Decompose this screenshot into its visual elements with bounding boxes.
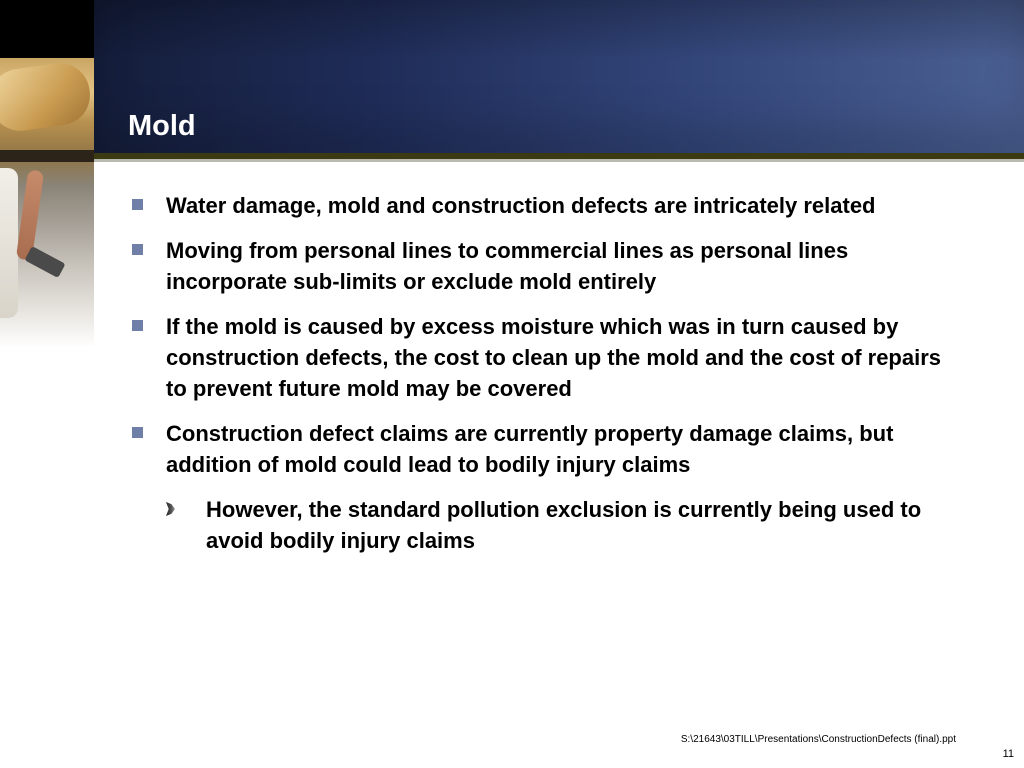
bullet-text: If the mold is caused by excess moisture which was in turn caused by construction defects, the cost to clean up the mold and the cost of repairs to prevent future mold may be covered [166, 314, 942, 401]
square-bullet-icon [132, 244, 143, 255]
slide-title: Mold [128, 110, 196, 142]
photo-shadow [0, 150, 94, 162]
square-bullet-icon [132, 199, 143, 210]
sub-bullet-item [166, 494, 948, 556]
blueprint-roll [0, 59, 94, 134]
bullet-item [128, 418, 948, 480]
bullet-text: Construction defect claims are currently property damage claims, but addition of mold could lead to bodily injury claims [166, 421, 894, 477]
arrowhead-bullet-icon [166, 502, 175, 516]
construction-photo [0, 58, 94, 348]
bullet-item [128, 190, 948, 221]
photo-corner [0, 0, 94, 58]
title-rule-shadow [94, 159, 1024, 162]
worker-shirt [0, 168, 18, 318]
file-path: S:\21643\03TILL\Presentations\ConstructionDefects (final).ppt [680, 734, 956, 745]
title-bar [94, 0, 1024, 153]
bullet-item [128, 235, 948, 297]
hammer-icon [24, 246, 65, 278]
bullet-text: Moving from personal lines to commercial lines as personal lines incorporate sub-limits or exclude mold entirely [166, 238, 849, 294]
bullet-list [128, 190, 948, 556]
sub-bullet-text: However, the standard pollution exclusion is currently being used to avoid bodily injury claims [206, 497, 922, 553]
bullet-text: Water damage, mold and construction defects are intricately related [166, 193, 876, 218]
square-bullet-icon [132, 320, 143, 331]
page-number: 11 [1002, 748, 1014, 760]
header-shade [94, 0, 1024, 60]
bullet-item [128, 311, 948, 404]
square-bullet-icon [132, 427, 143, 438]
